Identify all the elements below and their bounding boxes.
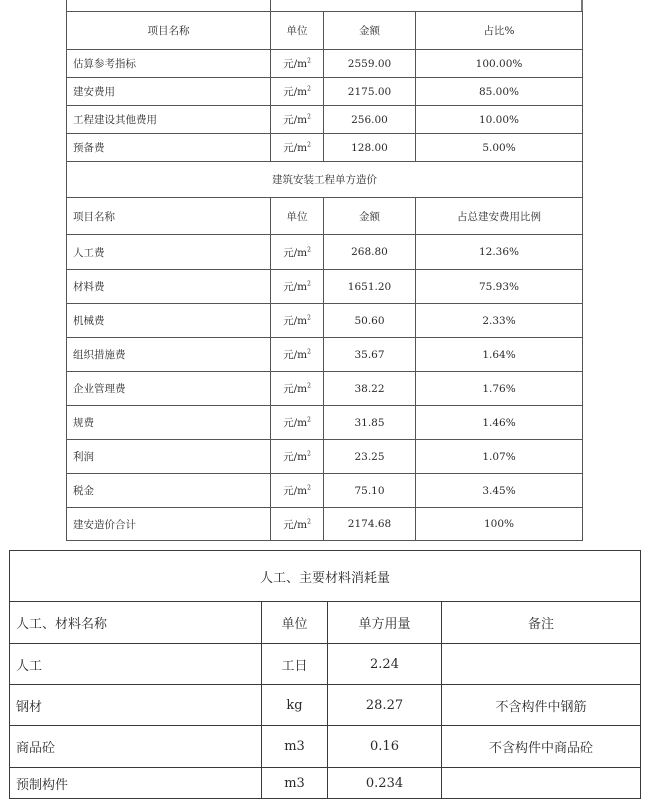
unit-cell: 元$/m^2$ (271, 338, 324, 372)
table-row (67, 134, 583, 162)
amount-cell: 38.22 (324, 372, 416, 406)
table-row (10, 726, 641, 768)
ratio-cell: 2.33% (416, 304, 583, 338)
table-row (10, 768, 641, 799)
table-title-row (10, 551, 641, 602)
header-cell: 备注 (442, 602, 641, 644)
amount-cell: 2175.00 (324, 78, 416, 106)
ratio-cell: 75.93% (416, 270, 583, 304)
header-cell: 占总建安费用比例 (416, 198, 583, 235)
unit-cell: kg (262, 685, 328, 726)
header-cell: 金额 (324, 198, 416, 235)
table-row (67, 372, 583, 406)
header-cell: 单位 (271, 198, 324, 235)
header-cell: 单位 (262, 602, 328, 644)
item-name: 工程建设其他费用 (67, 106, 271, 134)
amount-cell: 256.00 (324, 106, 416, 134)
table-row (67, 474, 583, 508)
material-name: 预制构件 (10, 768, 262, 799)
header-cell: 人工、材料名称 (10, 602, 262, 644)
amount-cell: 35.67 (324, 338, 416, 372)
header-cell: 占比% (416, 12, 583, 50)
table-header-row (67, 12, 583, 50)
table-row (67, 50, 583, 78)
material-consumption-table (9, 550, 641, 799)
amount-cell: 128.00 (324, 134, 416, 162)
table-row (67, 78, 583, 106)
amount-cell: 31.85 (324, 406, 416, 440)
amount-cell: 23.25 (324, 440, 416, 474)
unit-cell: 元$/m^2$ (271, 50, 324, 78)
header-cell: 项目名称 (67, 12, 271, 50)
ratio-cell: 10.00% (416, 106, 583, 134)
item-name: 估算参考指标 (67, 50, 271, 78)
ratio-cell: 1.64% (416, 338, 583, 372)
table-row (67, 106, 583, 134)
table-row (10, 644, 641, 685)
note-cell (442, 768, 641, 799)
amount-cell: 50.60 (324, 304, 416, 338)
header-cell: 单位 (271, 12, 324, 50)
amount-cell: 2559.00 (324, 50, 416, 78)
qty-cell: 0.234 (328, 768, 442, 799)
item-name: 人工费 (67, 235, 271, 270)
ratio-cell: 1.76% (416, 372, 583, 406)
unit-cell: 元$/m^2$ (271, 406, 324, 440)
ratio-cell: 100.00% (416, 50, 583, 78)
note-cell (442, 644, 641, 685)
header-cell: 单方用量 (328, 602, 442, 644)
item-name: 材料费 (67, 270, 271, 304)
ratio-cell: 1.46% (416, 406, 583, 440)
item-name: 组织措施费 (67, 338, 271, 372)
material-name: 人工 (10, 644, 262, 685)
unit-cell: m3 (262, 726, 328, 768)
item-name: 规费 (67, 406, 271, 440)
unit-cell: 工日 (262, 644, 328, 685)
table-row (67, 304, 583, 338)
item-name: 税金 (67, 474, 271, 508)
unit-cell: 元$/m^2$ (271, 235, 324, 270)
item-name: 企业管理费 (67, 372, 271, 406)
item-name: 利润 (67, 440, 271, 474)
table-row (67, 270, 583, 304)
unit-cell: m3 (262, 768, 328, 799)
item-name: 建安造价合计 (67, 508, 271, 541)
qty-cell: 28.27 (328, 685, 442, 726)
ratio-cell: 85.00% (416, 78, 583, 106)
material-name: 钢材 (10, 685, 262, 726)
unit-cell: 元$/m^2$ (271, 270, 324, 304)
table-row-total (67, 508, 583, 541)
unit-cell: 元$/m^2$ (271, 106, 324, 134)
unit-cell: 元$/m^2$ (271, 304, 324, 338)
unit-cell: 元$/m^2$ (271, 508, 324, 541)
unit-cell: 元$/m^2$ (271, 134, 324, 162)
table-border-stub (270, 0, 271, 11)
table-title: 人工、主要材料消耗量 (10, 551, 641, 602)
section-title-row (67, 162, 583, 198)
table-row (67, 338, 583, 372)
table-border-stub (581, 0, 583, 11)
cost-index-table (66, 11, 583, 541)
ratio-cell: 3.45% (416, 474, 583, 508)
header-cell: 金额 (324, 12, 416, 50)
table-row (67, 440, 583, 474)
ratio-cell: 12.36% (416, 235, 583, 270)
unit-cell: 元$/m^2$ (271, 78, 324, 106)
item-name: 建安费用 (67, 78, 271, 106)
unit-cell: 元$/m^2$ (271, 372, 324, 406)
unit-cell: 元$/m^2$ (271, 474, 324, 508)
header-cell: 项目名称 (67, 198, 271, 235)
table-row (67, 235, 583, 270)
item-name: 机械费 (67, 304, 271, 338)
table-border-stub (66, 0, 67, 11)
unit-cell: 元$/m^2$ (271, 440, 324, 474)
note-cell: 不含构件中商品砼 (442, 726, 641, 768)
qty-cell: 0.16 (328, 726, 442, 768)
section-title: 建筑安装工程单方造价 (67, 162, 583, 198)
ratio-cell: 5.00% (416, 134, 583, 162)
ratio-cell: 1.07% (416, 440, 583, 474)
ratio-cell: 100% (416, 508, 583, 541)
qty-cell: 2.24 (328, 644, 442, 685)
amount-cell: 1651.20 (324, 270, 416, 304)
amount-cell: 2174.68 (324, 508, 416, 541)
note-cell: 不含构件中钢筋 (442, 685, 641, 726)
item-name: 预备费 (67, 134, 271, 162)
table-row (10, 685, 641, 726)
table-subheader-row (67, 198, 583, 235)
material-name: 商品砼 (10, 726, 262, 768)
table-row (67, 406, 583, 440)
table-header-row (10, 602, 641, 644)
amount-cell: 268.80 (324, 235, 416, 270)
amount-cell: 75.10 (324, 474, 416, 508)
